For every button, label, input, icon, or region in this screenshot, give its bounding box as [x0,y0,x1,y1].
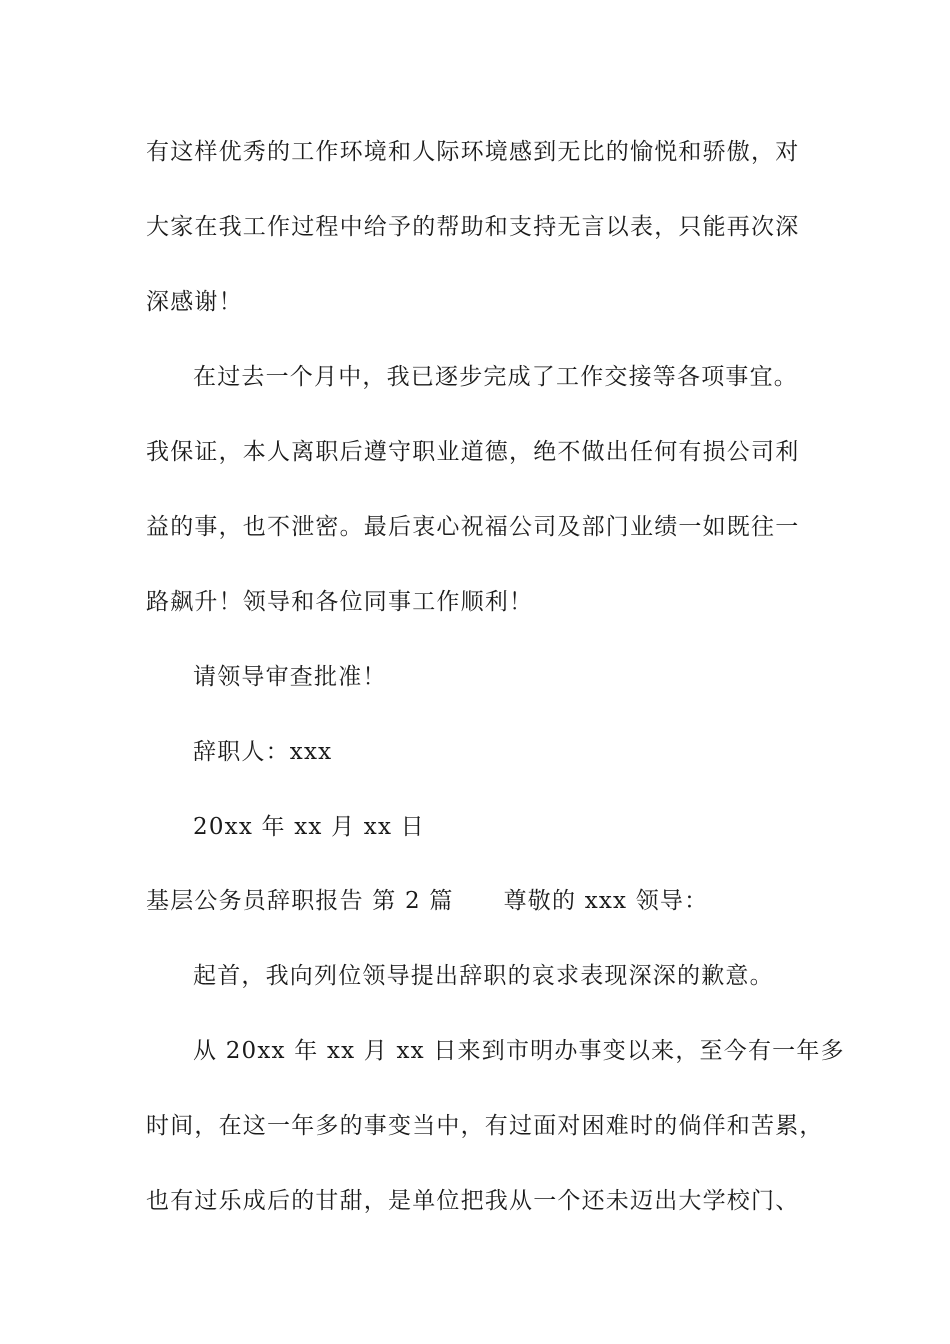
body-text-line: 大家在我工作过程中给予的帮助和支持无言以表，只能再次深 [146,214,800,240]
body-text-line: 有这样优秀的工作环境和人际环境感到无比的愉悦和骄傲，对 [146,139,800,165]
section-heading-row [146,886,708,916]
closing-request: 请领导审查批准！ [193,664,387,690]
body-text-line: 我保证，本人离职后遵守职业道德，绝不做出任何有损公司利 [146,439,800,465]
signature-line: 辞职人：xxx [193,739,333,765]
body-text-line: 益的事，也不泄密。最后衷心祝福公司及部门业绩一如既往一 [146,514,800,540]
salutation: 尊敬的 xxx 领导： [503,888,709,914]
body-text-line: 从 20xx 年 xx 月 xx 日来到市明办事变以来，至今有一年多 [193,1038,845,1064]
body-text-line: 在过去一个月中，我已逐步完成了工作交接等各项事宜。 [193,364,798,390]
section-title: 基层公务员辞职报告 第 2 篇 [146,888,454,914]
body-text-line: 也有过乐成后的甘甜，是单位把我从一个还未迈出大学校门、 [146,1188,800,1214]
opening-paragraph: 起首，我向列位领导提出辞职的哀求表现深深的歉意。 [193,963,774,989]
body-text-line: 路飙升！领导和各位同事工作顺利！ [146,589,534,615]
date-line: 20xx 年 xx 月 xx 日 [193,814,425,840]
body-text-line: 时间，在这一年多的事变当中，有过面对困难时的倘佯和苦累， [146,1113,824,1139]
body-text-line: 深感谢！ [146,289,243,315]
